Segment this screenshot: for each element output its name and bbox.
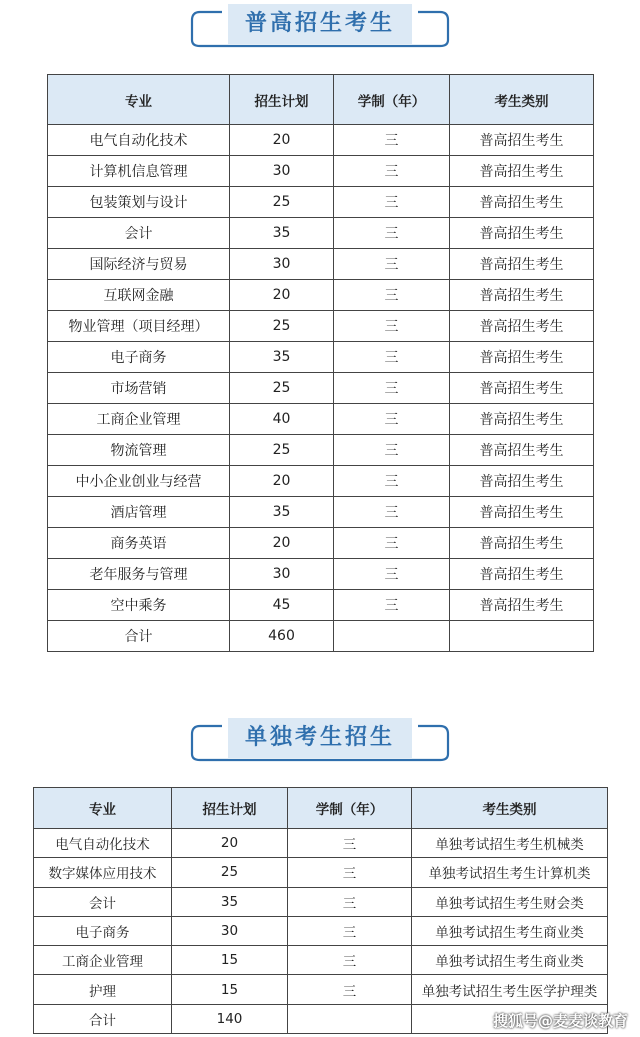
table-cell: 三 <box>334 373 450 404</box>
table-cell: 三 <box>288 858 412 887</box>
table-row <box>34 829 608 858</box>
column-header: 学制（年） <box>334 75 450 125</box>
table-cell: 三 <box>288 946 412 975</box>
table-cell: 工商企业管理 <box>48 404 230 435</box>
table-cell: 20 <box>230 466 334 497</box>
table-cell: 单独考试招生考生商业类 <box>412 946 608 975</box>
column-header: 学制（年） <box>288 788 412 829</box>
table-cell: 物流管理 <box>48 435 230 466</box>
table-cell: 普高招生考生 <box>450 559 594 590</box>
table-cell: 普高招生考生 <box>450 497 594 528</box>
section1-title: 普高招生考生 <box>244 11 395 36</box>
table-cell: 普高招生考生 <box>450 435 594 466</box>
column-header: 专业 <box>48 75 230 125</box>
column-header: 考生类别 <box>450 75 594 125</box>
table-cell: 35 <box>230 218 334 249</box>
table-cell: 市场营销 <box>48 373 230 404</box>
total-cell: 合计 <box>34 1004 172 1033</box>
table-cell: 25 <box>230 373 334 404</box>
table-cell: 互联网金融 <box>48 280 230 311</box>
table-cell: 计算机信息管理 <box>48 156 230 187</box>
table-row <box>48 187 594 218</box>
column-header: 考生类别 <box>412 788 608 829</box>
table-row <box>48 590 594 621</box>
table-cell: 三 <box>334 528 450 559</box>
table-cell: 普高招生考生 <box>450 280 594 311</box>
table-cell: 30 <box>230 559 334 590</box>
table-cell: 三 <box>334 435 450 466</box>
table-cell: 35 <box>172 887 288 916</box>
table-cell: 15 <box>172 946 288 975</box>
table-row <box>48 435 594 466</box>
table-header-row <box>34 788 608 829</box>
table-cell: 三 <box>334 404 450 435</box>
table-cell: 国际经济与贸易 <box>48 249 230 280</box>
table-cell: 单独考试招生考生计算机类 <box>412 858 608 887</box>
table-cell: 电子商务 <box>34 916 172 945</box>
table-cell: 20 <box>230 528 334 559</box>
table-row <box>34 887 608 916</box>
table-cell: 电气自动化技术 <box>48 125 230 156</box>
table-cell: 三 <box>288 887 412 916</box>
table-cell: 30 <box>230 249 334 280</box>
table-cell: 三 <box>334 342 450 373</box>
total-cell: 460 <box>230 621 334 652</box>
column-header: 招生计划 <box>172 788 288 829</box>
table-cell: 35 <box>230 342 334 373</box>
table-cell: 30 <box>230 156 334 187</box>
column-header: 招生计划 <box>230 75 334 125</box>
table-cell: 25 <box>172 858 288 887</box>
table-cell: 三 <box>334 187 450 218</box>
table-cell: 45 <box>230 590 334 621</box>
table-cell: 护理 <box>34 975 172 1004</box>
table-cell: 三 <box>334 125 450 156</box>
table-row <box>48 156 594 187</box>
table-header-row <box>48 75 594 125</box>
table-cell: 三 <box>334 218 450 249</box>
table-cell: 普高招生考生 <box>450 311 594 342</box>
table-cell: 普高招生考生 <box>450 218 594 249</box>
table-cell: 三 <box>334 497 450 528</box>
table-row <box>48 125 594 156</box>
table-cell: 普高招生考生 <box>450 249 594 280</box>
column-header: 专业 <box>34 788 172 829</box>
table-cell: 15 <box>172 975 288 1004</box>
table-cell: 会计 <box>48 218 230 249</box>
table-cell: 会计 <box>34 887 172 916</box>
total-cell <box>450 621 594 652</box>
section1-banner <box>188 2 452 48</box>
table-cell: 老年服务与管理 <box>48 559 230 590</box>
table-cell: 中小企业创业与经营 <box>48 466 230 497</box>
table-cell: 数字媒体应用技术 <box>34 858 172 887</box>
table-cell: 25 <box>230 435 334 466</box>
table-cell: 三 <box>334 590 450 621</box>
table-cell: 三 <box>288 829 412 858</box>
table-cell: 三 <box>334 280 450 311</box>
table-row <box>34 946 608 975</box>
table-cell: 30 <box>172 916 288 945</box>
table-row <box>48 342 594 373</box>
table-cell: 20 <box>230 125 334 156</box>
table-cell: 三 <box>334 311 450 342</box>
table-cell: 普高招生考生 <box>450 466 594 497</box>
table-cell: 35 <box>230 497 334 528</box>
table-row <box>48 497 594 528</box>
total-cell: 合计 <box>48 621 230 652</box>
section1-table <box>47 74 594 652</box>
table-cell: 普高招生考生 <box>450 373 594 404</box>
table-cell: 三 <box>288 975 412 1004</box>
table-cell: 物业管理（项目经理） <box>48 311 230 342</box>
table-cell: 20 <box>230 280 334 311</box>
table-cell: 商务英语 <box>48 528 230 559</box>
table-cell: 普高招生考生 <box>450 342 594 373</box>
table-row <box>34 916 608 945</box>
table-cell: 空中乘务 <box>48 590 230 621</box>
table-row <box>34 858 608 887</box>
table-cell: 包装策划与设计 <box>48 187 230 218</box>
table-row <box>48 373 594 404</box>
table-cell: 单独考试招生考生财会类 <box>412 887 608 916</box>
table-row <box>48 249 594 280</box>
total-cell <box>288 1004 412 1033</box>
section2-table <box>33 787 608 1034</box>
total-cell <box>334 621 450 652</box>
table-row <box>48 311 594 342</box>
table-cell: 三 <box>334 156 450 187</box>
table-cell: 工商企业管理 <box>34 946 172 975</box>
table-row <box>48 280 594 311</box>
table-cell: 三 <box>334 466 450 497</box>
table-cell: 三 <box>334 249 450 280</box>
table-row <box>48 218 594 249</box>
table-row <box>48 528 594 559</box>
table-cell: 电子商务 <box>48 342 230 373</box>
total-cell: 140 <box>172 1004 288 1033</box>
table-cell: 普高招生考生 <box>450 404 594 435</box>
section2-banner <box>188 716 452 762</box>
section2-title: 单独考生招生 <box>244 725 395 750</box>
table-cell: 单独考试招生考生医学护理类 <box>412 975 608 1004</box>
table-row <box>48 404 594 435</box>
table-cell: 电气自动化技术 <box>34 829 172 858</box>
table-cell: 单独考试招生考生商业类 <box>412 916 608 945</box>
table-cell: 普高招生考生 <box>450 528 594 559</box>
table-cell: 20 <box>172 829 288 858</box>
total-row <box>48 621 594 652</box>
table-cell: 普高招生考生 <box>450 125 594 156</box>
table-cell: 三 <box>288 916 412 945</box>
table-cell: 普高招生考生 <box>450 156 594 187</box>
table-cell: 25 <box>230 311 334 342</box>
table-cell: 三 <box>334 559 450 590</box>
table-cell: 普高招生考生 <box>450 590 594 621</box>
table-row <box>34 975 608 1004</box>
table-cell: 25 <box>230 187 334 218</box>
table-row <box>48 559 594 590</box>
table-cell: 普高招生考生 <box>450 187 594 218</box>
watermark: 搜狐号@麦麦谈教育 <box>492 1012 628 1030</box>
table-cell: 40 <box>230 404 334 435</box>
table-cell: 酒店管理 <box>48 497 230 528</box>
table-cell: 单独考试招生考生机械类 <box>412 829 608 858</box>
table-row <box>48 466 594 497</box>
